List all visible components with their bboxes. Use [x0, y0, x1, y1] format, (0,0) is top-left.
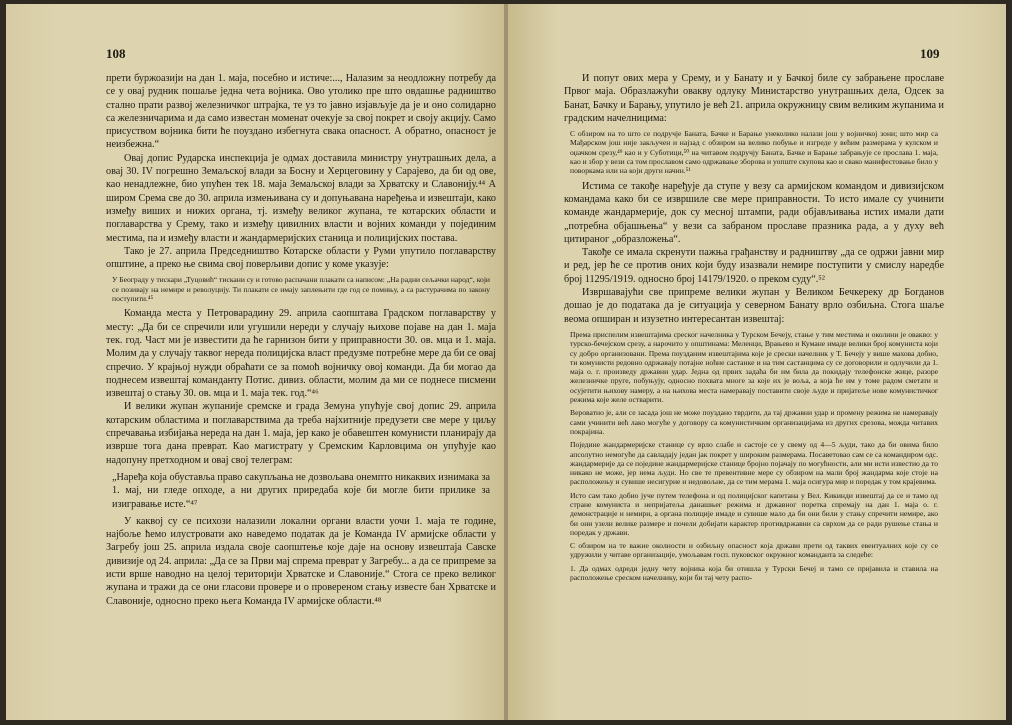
block-quote: „Наређа која обустављa право сакупљања не дозвољава онемпто никаквих изнимака за 1. мај, ни гледе опходе, а ни других приредаба које би могле бити приликe за изигравање исте.“⁴⁷ [112, 471, 490, 510]
paragraph: Извршавајући све припреме велики жупан у Великом Бечкереку др Богданов дошао је до података да је ситуација у северном Банату врло озбиљна. Стога шаље веома опширан и изузетно интересантан извештај: [564, 287, 944, 325]
block-quote: Поједине жандармеријске станице су врло слабе и састоје се у свему од 4—5 људи, тако да би овима било апсолутно немогуће да савладају један јак покрет у широким размерама. Посаветовао сам се са командиром одс. жандармерије да се поједине жандармеријске станице бројно појачају по могућности, али ми исти известио да то никако не може, јер нема људи. Но све те превентивне мере су обзиром на мали број жандарма које стоје на расположењу и сувише несигурне и недовољне, да се тим мерама 1. маја осигура мир и поредак у том крајевима. [570, 440, 938, 487]
paragraph: Тако је 27. априла Председништво Котарске области у Руми упутило поглаварству општине, а преко ње свима свој поверљиви допис у коме указује: [106, 245, 496, 271]
paragraph: Такође се имала скренути пажња грађанству и радништву „да се одржи јавни мир и ред, јер ће се против оних који буду изазвали немире поступити у смислу наредбе број 11295/1919. односно број 14179/1920. о преком суду“.⁵² [564, 247, 944, 285]
right-page-body [564, 72, 944, 586]
block-quote: Према приспелим извештајима среског начелника у Турском Бечеју, стање у тим местима и околини је овакво: у турско-бечејском срезу, а нарочито у општинама: Меленци, Врањево и Кумане имаде велики број комуниста који су добро организовани. Према поузданим извештајима које је срески начелник у Т. Бечеју у више махова добио, ти комунисти редовно одржавају потајне ноћне састанке и на тим састанцима су се договорили и одлучили да 1. маја о. г. произведу државни удар. Једна од првих задаћа би им била да покидају телефонске жице, разоре железничке пруге, побуњују, односно похвата многе за које их је воља, а која ће им у томе радом сметати и осујетити њихову намеру, а на њихова места намеравају поставити своје људе и пријатеље нове комунистичког режима које желе остварити. [570, 329, 938, 405]
block-quote: 1. Да одмах одреди једну чету војника која би отишла у Турски Бечеј и тамо се пријавила и ставила на расположење среском начелнику, који би тај чету распо- [570, 563, 938, 583]
block-quote: С обзиром на те важне околности и озбиљну опасност која држави прети од таквих евентуалних које су се удружили у читаве организације, умољавам госп. пуковског окружног команданта за следеће: [570, 541, 938, 560]
left-page [6, 4, 506, 720]
block-quote: Вероватно је, али се засада још не може поуздано тврдити, да тај државни удар и промену режима не намеравају сами учинити већ лако могуће у договору са комунистичким организацијама из других срезова, можда читавих покрајина. [570, 408, 938, 436]
paragraph: прети буржоазији на дан 1. маја, посебно и истиче:..., Налазим за неодложну потребу да се у овај рудник пошаље једна чета војника. Ово утолико пре што овдашње радништво стално прати развој железничког штрајка, те уз то јавно изјављује да је и оно солидарно са железничарима и да само известан моменат очекује за свој покрет и своју акцију. Само присуством војника бити ће поуздано избегнута свака опасност. А обратно, опасност је неизбежна.“ [106, 73, 496, 151]
block-quote: У Београду у тискари „Туцовић“ тискани су и готово распачани плакати са написом: „На радни сељачки народ“, који се позивају на немире и револуцију. Ти плакати се имају заплењити где год се помињу, а са растурачима по закону поступити.⁴⁵ [112, 275, 490, 304]
page-number: 108 [106, 46, 126, 61]
block-quote: Исто сам тако добио јуче путем телефона и од полицијског капетана у Вел. Кикинди извештај да се и тамо од стране комуниста и непријатеља данашњег режима и државног поретка спремају на дан 1. маја о. г. демонстрације и немири, а органа полиције имаде и сувише мало да би они били у стању спречити немире, ако би они узели велике размере и почели добијати карактер противдржавни са сврхом да се ради рушење стања и поредак у држави. [570, 490, 938, 537]
paragraph: И попут ових мера у Срему, и у Банату и у Бачкој биле су забрањене прославе Првог маја. Образлажући овакву одлуку Министарство унутрашњих дела, Одсек за Банат, Бачку и Барању, упутило је већ 21. априла окружницу свим великим жупанима и градским начелницима: [564, 73, 944, 124]
left-page-body [106, 72, 496, 608]
book-spread [6, 4, 1006, 720]
paragraph: И велики жупан жупаније сремске и града Земуна упућује свој допис 29. априла котарским областима и поглаварствима да треба најхитније предузети све мере у циљу спречавања избијања нереда на дан 1. маја, јер како је обавештен комунисти планирају да изврше тога дана преврат. Као магистрату у Сремским Карловцима он упућује као надопуну претходном и овај свој телеграм: [106, 401, 496, 466]
block-quote: С обзиром на то што се подручје Баната, Бачке и Барање унеколико налази још у војничкој зони; што мир са Мађарском још није закључен и најзад с обзиром на велико побуње и изгреде у већим размерама у кулском и оџачком срезу,⁴⁹ као и у Суботици,⁵⁰ на читавом подручју Баната, Бачке и Барање забрањује се прослава 1. маја, као и збор у вези са том прославом само одржавање збoрова и уопште скупова као и свако манифестовање било у поворкама или на који други начин.⁵¹ [570, 129, 939, 176]
paragraph: Команда места у Петроварадину 29. априла саопштава Градском поглаварству у месту: „Да би се спречили или угушили нереди у случају њихове појаве на дан 1. маја тек. год. Част ми је известити да ће гарнизон бити у приправности 30. ов. мца и 1. маја. Молим да у случају таквог нереда полицијска власт предузме потребне мере да би се овај спречио. У крајњој нужди обраћати се за помоћ војничку овој команди. Да би могао да поднесем извештај команданту Потис. дивиз. области, молим да ми се поднесе писмени извештај о стању 30. ов. мца и 1. маја тек. год.“⁴⁶ [106, 308, 496, 400]
paragraph: Истима се такође наређује да ступе у везу са армијском командом и дивизијском командама како би се извршиле све мере приправности. То исто имале су учинити команде жандармерије, док су месној штампи, ради објављивања истих имали дати „потребна објашњења“ у вези са забраном прославе празника рада, а у духу већ цитираног „образложења“. [564, 180, 944, 245]
page-number: 109 [920, 46, 940, 61]
right-page [508, 4, 1006, 720]
paragraph: Овај допис Рударска инспекција је одмах доставила министру унутрашњих дела, а овај 30. IV погрешно Земаљској влади за Босну и Херцеговину у Сарајево, да би од ове, као ненадлежне, био упућен тек 18. маја Земаљској влади за Хрватску и Славонију.⁴⁴ А широм Срема све до 30. априла измењивана су и допуњавана наређења и извештаји, како између виших и нижих органа, тј. између великог жупана, те котарских области и поглаварства у Срему, тако и између цивилних власти и војних команди у појединим местима, па и између власти и жандармеријских станица и полицијских постава. [106, 152, 496, 244]
paragraph: У каквој су се психози налазили локални органи власти уочи 1. маја те године, најбоље ћемо илустровати ако наведемо податак да је Команда IV армијске области у Загребу још 25. априла издала своје саопштење које даје на основу извештаја Савске дивизије од 24. априла: „Да се за Први мај спрема преврат у Загребу... а да се припреме за исти врше наводно на целој територији Хрватске и Славоније.“ Стога се преко великог жупана и тражи да се они гласови провере и о провереном стању известе бан Хрватске и Славоније, односно преко њега Команда IV армијске области.⁴⁸ [106, 515, 496, 607]
